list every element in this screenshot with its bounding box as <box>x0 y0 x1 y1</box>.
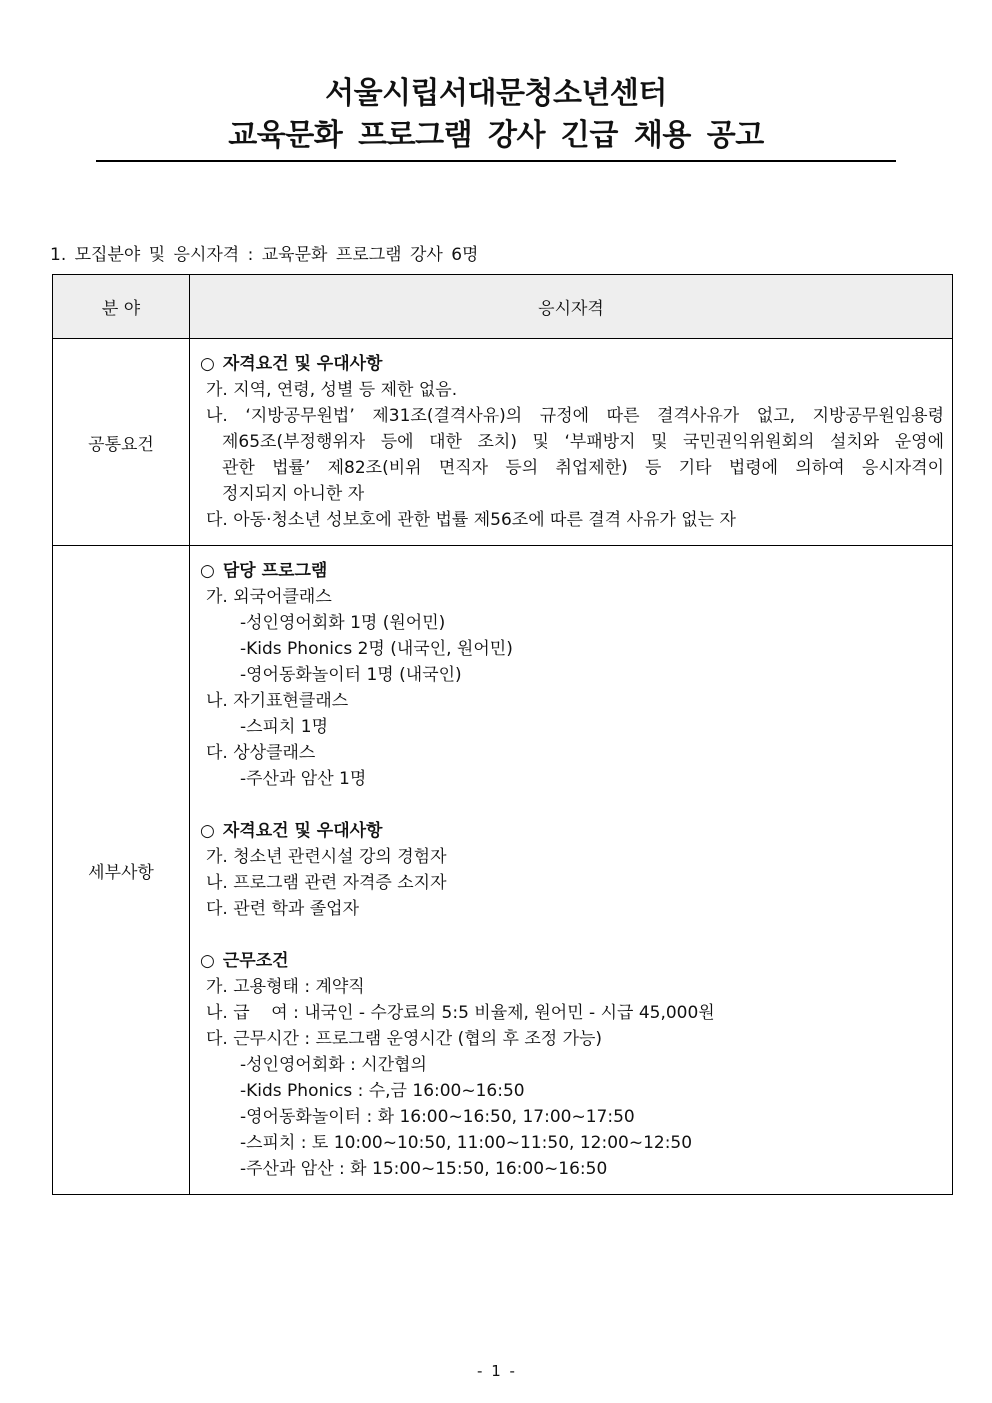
list-subitem: -영어동화놀이터 1명 (내국인) <box>240 665 462 685</box>
list-item: 나. 자기표현클래스 <box>206 691 349 711</box>
list-subitem: -Kids Phonics : 수,금 16:00~16:50 <box>240 1081 525 1101</box>
list-item: 가. 고용형태 : 계약직 <box>206 977 365 997</box>
list-item: 나. 급 여 : 내국인 - 수강료의 5:5 비율제, 원어민 - 시급 45,000원 <box>206 1003 715 1023</box>
row-content-common <box>190 339 953 546</box>
document-title <box>0 72 992 156</box>
circle-bullet-icon: ○ <box>200 561 215 581</box>
list-item: 나. 프로그램 관련 자격증 소지자 <box>206 873 447 893</box>
qualification-table <box>52 274 953 1195</box>
list-item: 다. 아동·청소년 성보호에 관한 법률 제56조에 따른 결격 사유가 없는 자 <box>206 510 736 530</box>
row-content-details <box>190 546 953 1195</box>
list-item: 다. 상상클래스 <box>206 743 316 763</box>
list-subitem: -주산과 암산 1명 <box>240 769 367 789</box>
page-number: - 1 - <box>477 1362 515 1380</box>
header-qualification: 응시자격 <box>190 275 953 339</box>
circle-bullet-icon: ○ <box>200 951 215 971</box>
list-item: 다. 근무시간 : 프로그램 운영시간 (협의 후 조정 가능) <box>206 1029 603 1049</box>
list-subitem: -성인영어회화 : 시간협의 <box>240 1055 427 1075</box>
row-category-details: 세부사항 <box>53 546 190 1195</box>
list-item-continued: 관한 법률’ 제82조(비위 면직자 등의 취업제한) 등 기타 법령에 의하여 응시자격이 <box>222 458 944 478</box>
block-heading: ○ 근무조건 <box>200 951 289 971</box>
title-underline <box>96 160 896 162</box>
block-heading: ○ 자격요건 및 우대사항 <box>200 354 383 374</box>
row-category-common: 공통요건 <box>53 339 190 546</box>
list-item: 가. 외국어클래스 <box>206 587 332 607</box>
section-heading: 1. 모집분야 및 응시자격 : 교육문화 프로그램 강사 6명 <box>50 245 479 265</box>
circle-bullet-icon: ○ <box>200 821 215 841</box>
header-category: 분 야 <box>53 275 190 339</box>
list-subitem: -성인영어회화 1명 (원어민) <box>240 613 446 633</box>
list-subitem: -Kids Phonics 2명 (내국인, 원어민) <box>240 639 513 659</box>
list-item: 나. ‘지방공무원법’ 제31조(결격사유)의 규정에 따른 결격사유가 없고, 지방공무원임용령 <box>206 406 944 426</box>
list-item-continued: 제65조(부정행위자 등에 대한 조치) 및 ‘부패방지 및 국민권익위원회의 설치와 운영에 <box>222 432 944 452</box>
list-subitem: -스피치 1명 <box>240 717 329 737</box>
list-item: 가. 지역, 연령, 성별 등 제한 없음. <box>206 380 458 400</box>
table-row <box>53 339 953 546</box>
list-subitem: -주산과 암산 : 화 15:00~15:50, 16:00~16:50 <box>240 1159 608 1179</box>
list-item-continued: 정지되지 아니한 자 <box>222 484 365 504</box>
block-heading: ○ 담당 프로그램 <box>200 561 328 581</box>
list-subitem: -영어동화놀이터 : 화 16:00~16:50, 17:00~17:50 <box>240 1107 635 1127</box>
list-subitem: -스피치 : 토 10:00~10:50, 11:00~11:50, 12:00~12:50 <box>240 1133 693 1153</box>
circle-bullet-icon: ○ <box>200 354 215 374</box>
title-organization: 서울시립서대문청소년센터 <box>325 76 667 111</box>
table-header-row <box>53 275 953 339</box>
table-row <box>53 546 953 1195</box>
title-announcement: 교육문화 프로그램 강사 긴급 채용 공고 <box>228 118 764 153</box>
list-item: 가. 청소년 관련시설 강의 경험자 <box>206 847 447 867</box>
list-item: 다. 관련 학과 졸업자 <box>206 899 359 919</box>
block-heading: ○ 자격요건 및 우대사항 <box>200 821 383 841</box>
